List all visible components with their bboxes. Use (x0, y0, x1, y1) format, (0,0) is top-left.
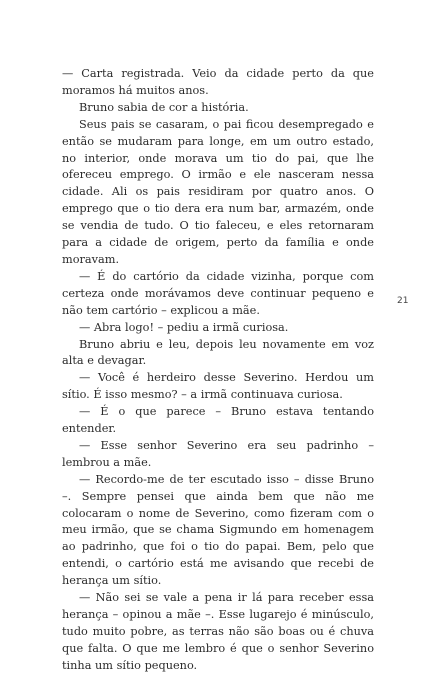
paragraph: — Abra logo! – pediu a irmã curiosa. (79, 320, 289, 334)
body-text (62, 66, 374, 675)
page-number: 21 (397, 296, 409, 306)
paragraph: — Carta registrada. Veio da cidade perto da que moramos há muitos anos. (62, 67, 374, 97)
paragraph: — Não sei se vale a pena ir lá para receber essa herança – opinou a mãe –. Esse lugarejo é minúsculo, tudo muito pobre, as terras não são boas ou é chuva que falta. O que me lembro é que o senhor Severino tinha um sítio pequeno. (62, 591, 374, 672)
paragraph: — É do cartório da cidade vizinha, porque com certeza onde morávamos deve continuar pequeno e não tem cartório – explicou a mãe. (62, 269, 374, 317)
paragraph: — É o que parece – Bruno estava tentando entender. (62, 405, 374, 436)
paragraph: Bruno sabia de cor a história. (79, 100, 249, 114)
paragraph: Bruno abriu e leu, depois leu novamente em voz alta e devagar. (62, 337, 374, 368)
paragraph: — Recordo-me de ter escutado isso – disse Bruno –. Sempre pensei que ainda bem que não me colocaram o nome de Severino, como fizeram com o meu irmão, que se chama Sigmundo em homenagem ao padrinho, que foi o tio do papai. Bem, pelo que entendi, o cartório está me avisando que recebi de herança um sítio. (62, 472, 374, 588)
paragraph: — Você é herdeiro desse Severino. Herdou um sítio. É isso mesmo? – a irmã continuava curiosa. (62, 371, 374, 402)
paragraph: — Esse senhor Severino era seu padrinho – lembrou a mãe. (62, 438, 374, 469)
paragraph: Seus pais se casaram, o pai ficou desempregado e então se mudaram para longe, em um outro estado, no interior, onde morava um tio do pai, que lhe ofereceu emprego. O irmão e ele nasceram nessa cidade. Ali os pais residiram por quatro anos. O emprego que o tio dera era num bar, armazém, onde se vendia de tudo. O tio faleceu, e eles retornaram para a cidade de origem, perto da família e onde moravam. (62, 117, 374, 266)
